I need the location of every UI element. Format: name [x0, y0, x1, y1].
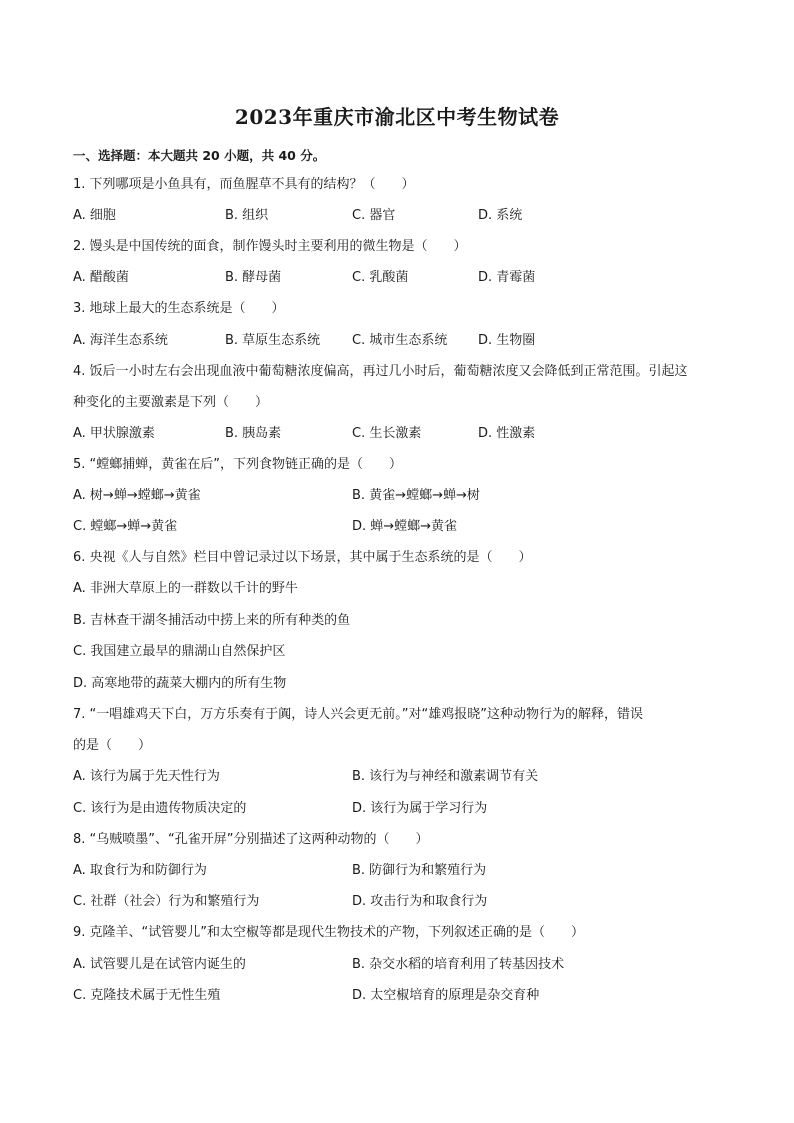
question-6-option-d: D. 高寒地带的蔬菜大棚内的所有生物	[73, 676, 287, 691]
question-6-option-c: C. 我国建立最早的鼎湖山自然保护区	[73, 644, 286, 659]
question-8-option-b: B. 防御行为和繁殖行为	[352, 863, 487, 878]
question-7-stem-line-2: 的是（ ）	[73, 738, 152, 753]
question-1-option-d: D. 系统	[478, 208, 523, 223]
question-7-stem-line-1: 7. “一唱雄鸡天下白，万方乐奏有于阗，诗人兴会更无前。”对“雄鸡报晓”这种动物行为的解释，错误	[73, 707, 643, 722]
question-9-option-b: B. 杂交水稻的培育利用了转基因技术	[352, 957, 565, 972]
question-7-option-d: D. 该行为属于学习行为	[352, 801, 488, 816]
question-3-option-c: C. 城市生态系统	[352, 333, 448, 348]
question-4-option-a: A. 甲状腺激素	[73, 426, 155, 441]
question-2-option-a: A. 醋酸菌	[73, 270, 129, 285]
question-7-option-c: C. 该行为是由遗传物质决定的	[73, 801, 247, 816]
page-title: 2023年重庆市渝北区中考生物试卷	[234, 105, 560, 129]
question-2-option-b: B. 酵母菌	[225, 270, 282, 285]
question-5-option-a: A. 树→蝉→螳螂→黄雀	[73, 488, 201, 503]
question-8-stem: 8. “乌贼喷墨”、“孔雀开屏”分别描述了这两种动物的（ ）	[73, 832, 429, 847]
question-9-option-d: D. 太空椒培育的原理是杂交育种	[352, 988, 540, 1003]
question-8-option-c: C. 社群（社会）行为和繁殖行为	[73, 894, 260, 909]
question-9-option-a: A. 试管婴儿是在试管内诞生的	[73, 957, 246, 972]
question-7-option-b: B. 该行为与神经和激素调节有关	[352, 769, 539, 784]
question-2-stem: 2. 馒头是中国传统的面食，制作馒头时主要利用的微生物是（ ）	[73, 239, 467, 254]
question-4-option-b: B. 胰岛素	[225, 426, 282, 441]
question-1-option-b: B. 组织	[225, 208, 269, 223]
question-6-option-a: A. 非洲大草原上的一群数以千计的野牛	[73, 581, 298, 596]
question-4-stem-line-1: 4. 饭后一小时左右会出现血液中葡萄糖浓度偏高，再过几小时后，葡萄糖浓度又会降低到正常范围。引起这	[73, 364, 688, 379]
question-3-option-b: B. 草原生态系统	[225, 333, 321, 348]
question-3-option-a: A. 海洋生态系统	[73, 333, 168, 348]
question-3-stem: 3. 地球上最大的生态系统是（ ）	[73, 301, 285, 316]
question-5-option-c: C. 螳螂→蝉→黄雀	[73, 519, 178, 534]
question-5-option-b: B. 黄雀→螳螂→蝉→树	[352, 488, 480, 503]
question-9-stem: 9. 克隆羊、“试管婴儿”和太空椒等都是现代生物技术的产物，下列叙述正确的是（ ）	[73, 925, 585, 940]
question-3-option-d: D. 生物圈	[478, 333, 536, 348]
question-5-stem: 5. “螳螂捕蝉，黄雀在后”，下列食物链正确的是（ ）	[73, 457, 403, 472]
question-2-option-d: D. 青霉菌	[478, 270, 536, 285]
question-4-option-c: C. 生长激素	[352, 426, 422, 441]
question-2-option-c: C. 乳酸菌	[352, 270, 409, 285]
question-4-option-d: D. 性激素	[478, 426, 536, 441]
question-6-option-b: B. 吉林查干湖冬捕活动中捞上来的所有种类的鱼	[73, 613, 351, 628]
question-5-option-d: D. 蝉→螳螂→黄雀	[352, 519, 458, 534]
question-9-option-c: C. 克隆技术属于无性生殖	[73, 988, 221, 1003]
question-4-stem-line-2: 种变化的主要激素是下列（ ）	[73, 395, 269, 410]
question-6-stem: 6. 央视《人与自然》栏目中曾记录过以下场景，其中属于生态系统的是（ ）	[73, 550, 532, 565]
question-8-option-a: A. 取食行为和防御行为	[73, 863, 207, 878]
question-1-stem: 1. 下列哪项是小鱼具有，而鱼腥草不具有的结构？（ ）	[73, 177, 415, 192]
question-1-option-c: C. 器官	[352, 208, 396, 223]
question-1-option-a: A. 细胞	[73, 208, 116, 223]
section-heading: 一、选择题：本大题共 20 小题，共 40 分。	[73, 148, 326, 163]
question-7-option-a: A. 该行为属于先天性行为	[73, 769, 220, 784]
question-8-option-d: D. 攻击行为和取食行为	[352, 894, 488, 909]
